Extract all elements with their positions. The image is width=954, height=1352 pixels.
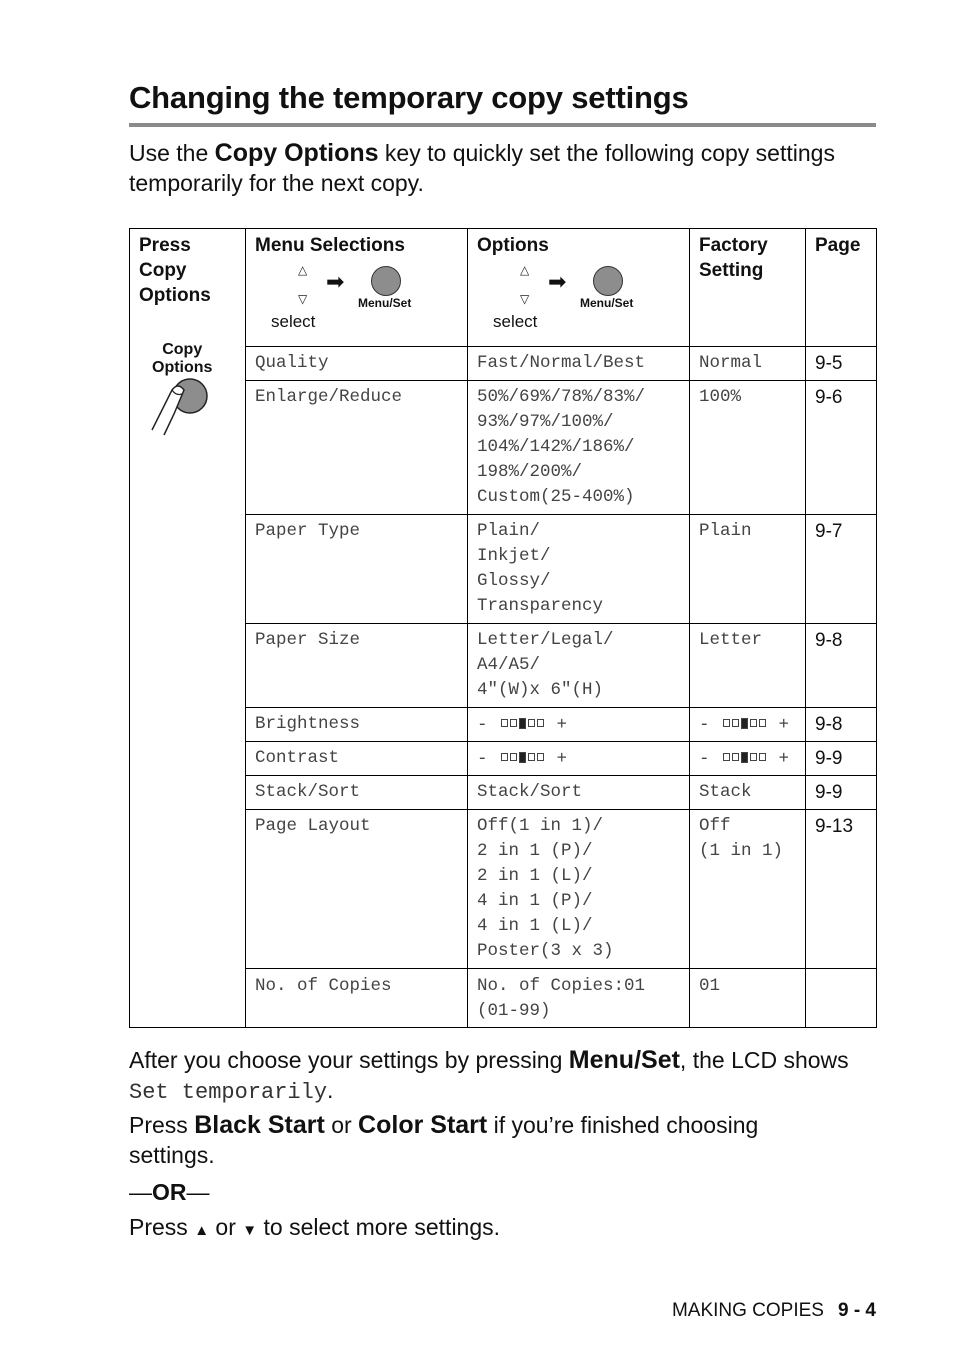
right-arrow-icon: ➡: [548, 269, 567, 294]
row-page-layout-options: Off(1 in 1)/ 2 in 1 (P)/ 2 in 1 (L)/ 4 in 1 (P)/ 4 in 1 (L)/ Poster(3 x 3): [477, 816, 614, 961]
menu-set-button-icon: [371, 266, 401, 296]
row-enlarge-menu: Enlarge/Reduce: [255, 387, 403, 407]
start-paragraph: [129, 1110, 849, 1170]
footer-page-number: 9 - 4: [837, 1300, 876, 1321]
row-contrast-page: 9-9: [815, 748, 843, 769]
header-menu-selections: Menu Selections: [255, 235, 405, 256]
minus-sign: -: [699, 749, 721, 770]
row-paper-type-factory: Plain: [699, 521, 752, 541]
menu-set-label: Menu/Set: [580, 296, 634, 310]
col-divider: [805, 229, 806, 1027]
row-quality-options: Fast/Normal/Best: [477, 353, 646, 373]
header-factory-setting: [699, 233, 768, 283]
row-enlarge-options: 50%/69%/78%/83%/ 93%/97%/100%/ 104%/142%/186%/ 198%/200%/ Custom(25-400%): [477, 387, 646, 507]
page-title: Changing the temporary copy settings: [129, 80, 689, 115]
row-divider: [245, 775, 876, 776]
after2-text-1: Press: [129, 1112, 195, 1138]
row-brightness-menu: Brightness: [255, 714, 361, 734]
lcd-message: Set temporarily: [129, 1080, 328, 1105]
copy-options-key-name: Copy Options: [214, 139, 379, 167]
footer-section: MAKING COPIES: [671, 1300, 824, 1321]
color-start-key-name: Color Start: [358, 1111, 488, 1139]
up-arrow-icon: △: [298, 263, 308, 277]
row-stack-sort-menu: Stack/Sort: [255, 782, 361, 802]
row-contrast-menu: Contrast: [255, 748, 340, 768]
row-divider: [245, 968, 876, 969]
row-divider: [245, 809, 876, 810]
row-stack-sort-page: 9-9: [815, 782, 843, 803]
header-press-line: Copy: [139, 260, 187, 281]
level-bar-icon: [501, 746, 546, 771]
black-start-key-name: Black Start: [194, 1111, 325, 1139]
row-divider: [245, 707, 876, 708]
row-quality-factory: Normal: [699, 353, 763, 373]
row-contrast-options: [477, 746, 567, 772]
down-arrow-icon: ▽: [520, 292, 530, 306]
intro-paragraph: [129, 138, 849, 198]
or-separator: [129, 1177, 849, 1207]
row-paper-size-factory: Letter: [699, 630, 763, 650]
row-paper-size-options: Letter/Legal/ A4/A5/ 4"(W)x 6"(H): [477, 630, 614, 700]
plus-sign: +: [778, 749, 790, 770]
col-divider: [689, 229, 690, 1027]
down-arrow-icon: ▽: [298, 292, 308, 306]
intro-text-2: key to quickly set the following copy settings temporarily for the next copy.: [129, 140, 835, 196]
minus-sign: -: [477, 715, 499, 736]
row-copies-menu: No. of Copies: [255, 976, 392, 996]
select-label: select: [271, 312, 316, 331]
header-factory-line: Factory: [699, 235, 768, 256]
row-divider: [245, 514, 876, 515]
col-divider: [245, 229, 246, 1027]
after1-text-3: .: [327, 1077, 334, 1103]
select-label: select: [493, 312, 538, 331]
row-brightness-options: [477, 712, 567, 738]
row-quality-page: 9-5: [815, 353, 843, 374]
copy-options-button-label: [152, 341, 212, 377]
row-brightness-page: 9-8: [815, 714, 843, 735]
after1-text-2: , the LCD shows: [679, 1047, 849, 1073]
header-page: Page: [815, 235, 861, 256]
minus-sign: -: [699, 715, 721, 736]
row-stack-sort-factory: Stack: [699, 782, 752, 802]
menu-set-button-icon: [593, 266, 623, 296]
row-page-layout-factory: Off (1 in 1): [699, 816, 784, 861]
row-divider: [245, 741, 876, 742]
row-page-layout-page: 9-13: [815, 816, 854, 837]
plus-sign: +: [556, 715, 568, 736]
row-copies-options: No. of Copies:01 (01-99): [477, 976, 646, 1021]
row-brightness-factory: [699, 712, 789, 738]
after2-text-2: or: [324, 1112, 359, 1138]
more-settings-paragraph: [129, 1212, 849, 1246]
title-rule: [129, 123, 876, 127]
after-settings-paragraph: [129, 1045, 849, 1108]
copy-options-line: Options: [152, 359, 213, 376]
page-footer: [672, 1300, 876, 1322]
minus-sign: -: [477, 749, 499, 770]
header-press-copy-options: [139, 233, 211, 308]
finger-press-icon: [148, 374, 218, 439]
level-bar-icon: [501, 712, 546, 737]
up-arrow-icon: △: [520, 263, 530, 277]
level-bar-icon: [723, 746, 768, 771]
down-triangle-icon: ▼: [242, 1222, 258, 1239]
copy-settings-table: [129, 228, 877, 1028]
row-enlarge-page: 9-6: [815, 387, 843, 408]
up-triangle-icon: ▲: [194, 1222, 210, 1239]
header-options: Options: [477, 235, 549, 256]
or-text: OR: [152, 1179, 187, 1205]
menu-set-key-name: Menu/Set: [568, 1046, 680, 1074]
row-paper-type-page: 9-7: [815, 521, 843, 542]
after2-text-3: if you’re finished choosing settings.: [129, 1112, 759, 1168]
row-enlarge-factory: 100%: [699, 387, 742, 407]
level-bar-icon: [723, 712, 768, 737]
header-press-line: Press: [139, 235, 191, 256]
row-paper-type-options: Plain/ Inkjet/ Glossy/ Transparency: [477, 521, 604, 616]
or-dash: —: [186, 1179, 210, 1205]
copy-options-line: Copy: [162, 341, 203, 358]
after1-text-1: After you choose your settings by pressing: [129, 1047, 569, 1073]
row-quality-menu: Quality: [255, 353, 329, 373]
menu-set-label: Menu/Set: [358, 296, 412, 310]
row-contrast-factory: [699, 746, 789, 772]
row-divider: [245, 380, 876, 381]
row-divider: [245, 346, 876, 347]
header-press-line: Options: [139, 285, 211, 306]
after3-text-1: Press: [129, 1214, 195, 1240]
after3-text-2: or: [209, 1214, 243, 1240]
row-copies-factory: 01: [699, 976, 721, 996]
row-divider: [245, 623, 876, 624]
col-divider: [467, 229, 468, 1027]
row-stack-sort-options: Stack/Sort: [477, 782, 583, 802]
row-paper-size-page: 9-8: [815, 630, 843, 651]
header-factory-line: Setting: [699, 260, 764, 281]
right-arrow-icon: ➡: [326, 269, 345, 294]
or-dash: —: [129, 1179, 152, 1205]
row-page-layout-menu: Page Layout: [255, 816, 371, 836]
after3-text-3: to select more settings.: [257, 1214, 501, 1240]
intro-text-1: Use the: [129, 140, 215, 166]
plus-sign: +: [778, 715, 790, 736]
row-paper-type-menu: Paper Type: [255, 521, 361, 541]
plus-sign: +: [556, 749, 568, 770]
row-paper-size-menu: Paper Size: [255, 630, 361, 650]
